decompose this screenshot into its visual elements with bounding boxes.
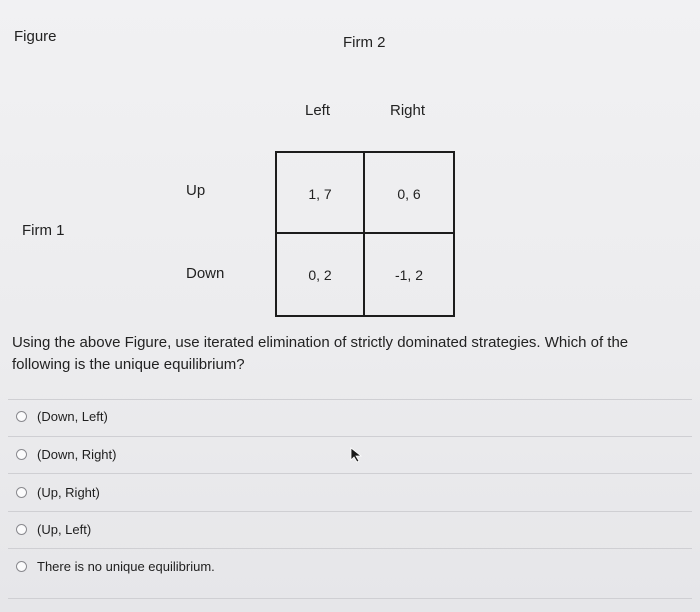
radio-button-icon[interactable] bbox=[16, 449, 27, 460]
radio-button-icon[interactable] bbox=[16, 487, 27, 498]
question-text: Using the above Figure, use iterated elimination of strictly dominated strategies. Which of the following is the unique equilibrium? bbox=[12, 334, 629, 373]
radio-button-icon[interactable] bbox=[16, 524, 27, 535]
divider bbox=[8, 473, 692, 474]
answer-option-5[interactable] bbox=[16, 556, 215, 576]
divider bbox=[8, 511, 692, 512]
row-header-down: Down bbox=[186, 265, 225, 282]
answer-option-4[interactable] bbox=[16, 519, 91, 539]
payoff-cell-down-right: -1, 2 bbox=[394, 267, 423, 283]
divider bbox=[8, 436, 692, 437]
figure-title: Figure bbox=[14, 28, 57, 45]
radio-button-icon[interactable] bbox=[16, 411, 27, 422]
column-header-right: Right bbox=[390, 102, 426, 119]
answer-option-1[interactable] bbox=[16, 406, 108, 426]
answer-option-2[interactable] bbox=[16, 444, 116, 464]
answer-option-label: (Down, Left) bbox=[37, 408, 108, 424]
firm2-label: Firm 2 bbox=[343, 34, 386, 51]
payoff-cell-up-right: 0, 6 bbox=[365, 153, 453, 234]
column-header-left: Left bbox=[305, 102, 331, 119]
row-header-up: Up bbox=[186, 182, 206, 199]
payoff-cell-up-left: 1, 7 bbox=[277, 153, 365, 234]
answer-option-label: (Down, Right) bbox=[37, 446, 117, 462]
firm1-label: Firm 1 bbox=[22, 222, 65, 239]
answer-option-label: (Up, Right) bbox=[37, 484, 100, 500]
payoff-matrix bbox=[275, 151, 455, 317]
divider bbox=[8, 399, 692, 400]
mouse-cursor-icon bbox=[349, 447, 363, 463]
answer-option-label: (Up, Left) bbox=[37, 521, 92, 537]
answer-option-label: There is no unique equilibrium. bbox=[37, 558, 215, 574]
divider bbox=[8, 598, 692, 599]
answer-option-3[interactable] bbox=[16, 482, 100, 502]
divider bbox=[8, 548, 692, 549]
radio-button-icon[interactable] bbox=[16, 561, 27, 572]
payoff-cell-down-left: 0, 2 bbox=[277, 234, 365, 315]
